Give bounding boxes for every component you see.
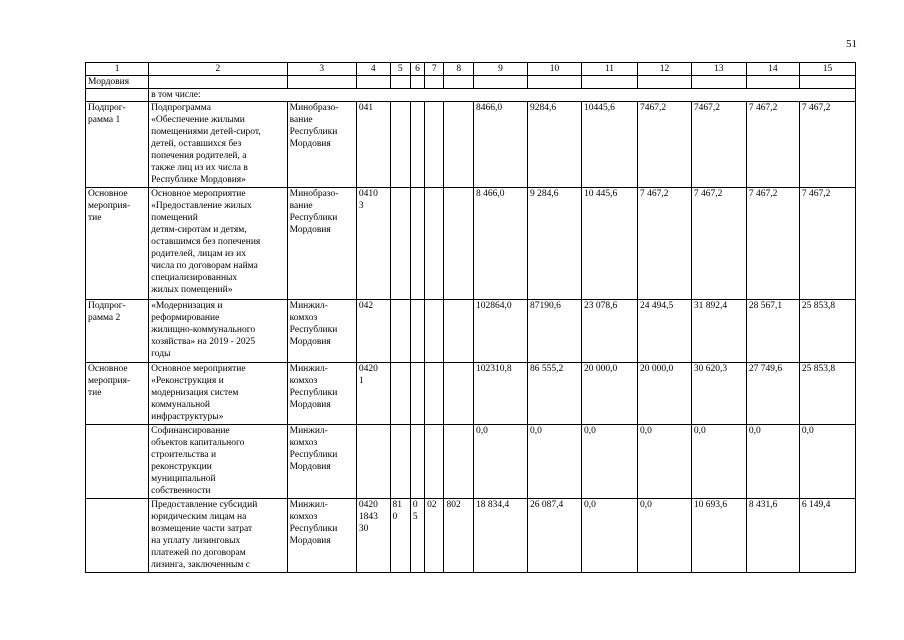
cell-col-13: 10 693,6 xyxy=(691,499,746,573)
cell-col-12: 20 000,0 xyxy=(637,363,691,425)
cell-col-15: 0,0 xyxy=(799,425,855,499)
header-cell: 10 xyxy=(527,63,581,76)
empty-cell xyxy=(581,76,637,89)
cell-col-14: 8 431,6 xyxy=(746,499,799,573)
cell-col-2: Подпрограмма «Обеспечение жилыми помещениями детей-сирот, детей, оставшихся без попечения родителей, а также лиц из их числа в Республике Мордовия» xyxy=(149,102,288,188)
cell-col-13: 7 467,2 xyxy=(691,188,746,300)
cell-col-15: 25 853,8 xyxy=(799,363,855,425)
table-row xyxy=(86,499,856,573)
cell-col-10: 0,0 xyxy=(527,425,581,499)
cell-col-1: Подпрог- рамма 2 xyxy=(86,300,149,363)
cell-col-13: 30 620,3 xyxy=(691,363,746,425)
cell-col-2: Основное мероприятие «Реконструкция и модернизация систем коммунальной инфраструктуры» xyxy=(149,363,288,425)
cell-col-14: 7 467,2 xyxy=(746,188,799,300)
cell-col-5: 81 0 xyxy=(390,499,410,573)
cell-col-7 xyxy=(425,188,444,300)
cell-col-7 xyxy=(425,425,444,499)
cell-col-6 xyxy=(410,300,424,363)
cell-col-11: 0,0 xyxy=(581,425,637,499)
cell-col-11: 10445,6 xyxy=(581,102,637,188)
cell-col-4: 0410 3 xyxy=(356,188,390,300)
cell-col-9: 8 466,0 xyxy=(474,188,528,300)
cell-col-13: 7467,2 xyxy=(691,102,746,188)
empty-cell xyxy=(86,89,149,102)
table-row xyxy=(86,188,856,300)
cell-col-1: Основное мероприя- тие xyxy=(86,188,149,300)
empty-cell xyxy=(691,76,746,89)
header-cell: 2 xyxy=(149,63,288,76)
cell-col-15: 6 149,4 xyxy=(799,499,855,573)
including-cell: в том числе: xyxy=(149,89,856,102)
header-row xyxy=(86,63,856,76)
table-row xyxy=(86,363,856,425)
cell-col-12: 0,0 xyxy=(637,499,691,573)
cell-col-11: 20 000,0 xyxy=(581,363,637,425)
cell-col-10: 87190,6 xyxy=(527,300,581,363)
header-cell: 15 xyxy=(799,63,855,76)
cell-col-5 xyxy=(390,300,410,363)
cell-col-1 xyxy=(86,425,149,499)
header-cell: 1 xyxy=(86,63,149,76)
region-cell: Мордовия xyxy=(86,76,149,89)
cell-col-7 xyxy=(425,102,444,188)
header-cell: 6 xyxy=(410,63,424,76)
empty-cell xyxy=(637,76,691,89)
cell-col-8 xyxy=(444,300,474,363)
header-cell: 14 xyxy=(746,63,799,76)
cell-col-4: 042 xyxy=(356,300,390,363)
cell-col-14: 28 567,1 xyxy=(746,300,799,363)
cell-col-1: Подпрог- рамма 1 xyxy=(86,102,149,188)
header-cell: 9 xyxy=(474,63,528,76)
cell-col-7: 02 xyxy=(425,499,444,573)
cell-col-8 xyxy=(444,188,474,300)
cell-col-15: 25 853,8 xyxy=(799,300,855,363)
cell-col-14: 7 467,2 xyxy=(746,102,799,188)
cell-col-6 xyxy=(410,363,424,425)
empty-cell xyxy=(149,76,288,89)
cell-col-14: 27 749,6 xyxy=(746,363,799,425)
empty-cell xyxy=(390,76,410,89)
cell-col-12: 24 494,5 xyxy=(637,300,691,363)
cell-col-3: Минжил- комхоз Республики Мордовия xyxy=(287,499,356,573)
empty-cell xyxy=(287,76,356,89)
cell-col-15: 7 467,2 xyxy=(799,188,855,300)
cell-col-5 xyxy=(390,363,410,425)
table-row xyxy=(86,300,856,363)
cell-col-4 xyxy=(356,425,390,499)
empty-cell xyxy=(527,76,581,89)
empty-cell xyxy=(799,76,855,89)
cell-col-3: Минобразо- вание Республики Мордовия xyxy=(287,188,356,300)
cell-col-13: 0,0 xyxy=(691,425,746,499)
table-row xyxy=(86,102,856,188)
cell-col-3: Минжил- комхоз Республики Мордовия xyxy=(287,425,356,499)
cell-col-6 xyxy=(410,188,424,300)
cell-col-3: Минжил- комхоз Республики Мордовия xyxy=(287,300,356,363)
cell-col-13: 31 892,4 xyxy=(691,300,746,363)
header-cell: 12 xyxy=(637,63,691,76)
cell-col-12: 7467,2 xyxy=(637,102,691,188)
header-cell: 3 xyxy=(287,63,356,76)
cell-col-3: Минобразо- вание Республики Мордовия xyxy=(287,102,356,188)
cell-col-1: Основное мероприя- тие xyxy=(86,363,149,425)
cell-col-4: 0420 1 xyxy=(356,363,390,425)
cell-col-14: 0,0 xyxy=(746,425,799,499)
cell-col-7 xyxy=(425,300,444,363)
empty-cell xyxy=(746,76,799,89)
cell-col-2: Софинансирование объектов капитального строительства и реконструкции муниципальной собственности xyxy=(149,425,288,499)
cell-col-11: 0,0 xyxy=(581,499,637,573)
cell-col-15: 7 467,2 xyxy=(799,102,855,188)
cell-col-1 xyxy=(86,499,149,573)
cell-col-9: 0,0 xyxy=(474,425,528,499)
cell-col-7 xyxy=(425,363,444,425)
cell-col-12: 7 467,2 xyxy=(637,188,691,300)
cell-col-11: 10 445,6 xyxy=(581,188,637,300)
cell-col-9: 102864,0 xyxy=(474,300,528,363)
header-cell: 13 xyxy=(691,63,746,76)
region-row xyxy=(86,76,856,89)
header-cell: 5 xyxy=(390,63,410,76)
including-row xyxy=(86,89,856,102)
cell-col-8: 802 xyxy=(444,499,474,573)
cell-col-6 xyxy=(410,102,424,188)
cell-col-9: 8466,0 xyxy=(474,102,528,188)
cell-col-9: 102310,8 xyxy=(474,363,528,425)
cell-col-5 xyxy=(390,188,410,300)
cell-col-5 xyxy=(390,102,410,188)
header-cell: 4 xyxy=(356,63,390,76)
empty-cell xyxy=(410,76,424,89)
cell-col-9: 18 834,4 xyxy=(474,499,528,573)
cell-col-2: «Модернизация и реформирование жилищно-коммунального хозяйства» на 2019 - 2025 годы xyxy=(149,300,288,363)
header-cell: 11 xyxy=(581,63,637,76)
table-row xyxy=(86,425,856,499)
cell-col-2: Предоставление субсидий юридическим лицам на возмещение части затрат на уплату лизинговых платежей по договорам лизинга, заключенным с xyxy=(149,499,288,573)
cell-col-2: Основное мероприятие «Предоставление жилых помещений детям-сиротам и детям, оставшимся без попечения родителей, лицам из их числа по договорам найма специализированных жилых помещений» xyxy=(149,188,288,300)
cell-col-4: 0420 1843 30 xyxy=(356,499,390,573)
cell-col-10: 9284,6 xyxy=(527,102,581,188)
page-number: 51 xyxy=(846,38,857,50)
empty-cell xyxy=(474,76,528,89)
cell-col-8 xyxy=(444,363,474,425)
empty-cell xyxy=(444,76,474,89)
cell-col-3: Минжил- комхоз Республики Мордовия xyxy=(287,363,356,425)
budget-table xyxy=(85,62,856,573)
cell-col-5 xyxy=(390,425,410,499)
cell-col-6: 0 5 xyxy=(410,499,424,573)
header-cell: 8 xyxy=(444,63,474,76)
empty-cell xyxy=(356,76,390,89)
empty-cell xyxy=(425,76,444,89)
cell-col-10: 86 555,2 xyxy=(527,363,581,425)
cell-col-4: 041 xyxy=(356,102,390,188)
cell-col-8 xyxy=(444,425,474,499)
cell-col-11: 23 078,6 xyxy=(581,300,637,363)
cell-col-10: 26 087,4 xyxy=(527,499,581,573)
cell-col-10: 9 284,6 xyxy=(527,188,581,300)
cell-col-6 xyxy=(410,425,424,499)
header-cell: 7 xyxy=(425,63,444,76)
cell-col-8 xyxy=(444,102,474,188)
table-body xyxy=(86,63,856,573)
cell-col-12: 0,0 xyxy=(637,425,691,499)
